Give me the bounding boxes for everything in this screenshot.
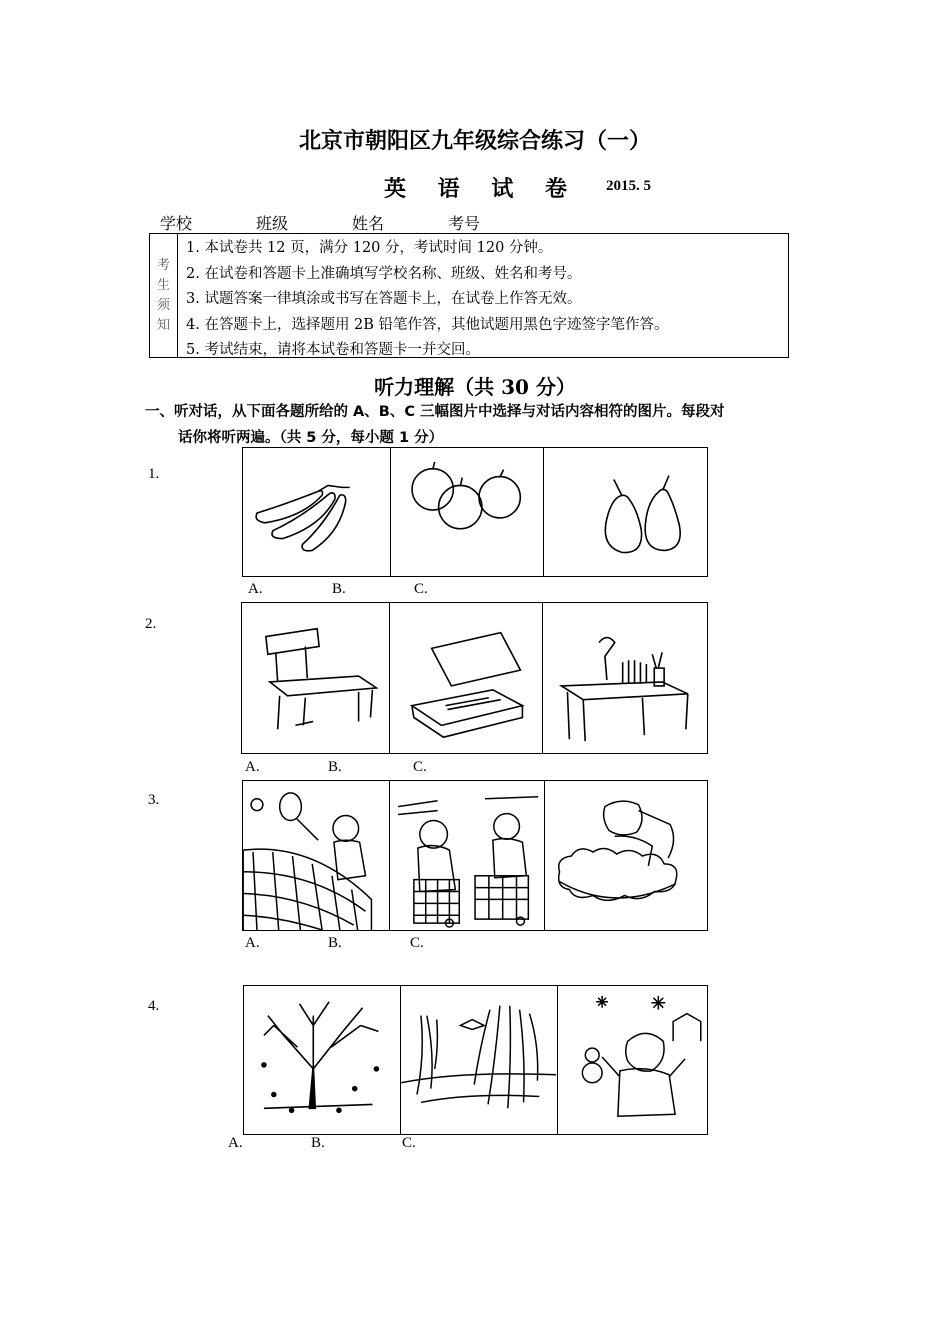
option-a[interactable]: A. [245, 759, 260, 775]
question-1-options [248, 581, 548, 601]
option-a[interactable]: A. [248, 581, 263, 597]
option-a[interactable]: A. [228, 1135, 243, 1151]
option-c[interactable]: C. [410, 935, 424, 951]
field-id: 考号 [448, 214, 481, 233]
autumn-tree-picture[interactable] [244, 986, 401, 1134]
student-info-fields [160, 211, 544, 234]
section-title: 听力理解（共 30 分） [374, 375, 576, 399]
pencil-box-picture[interactable] [390, 603, 542, 753]
page-title: 北京市朝阳区九年级综合练习（一） [298, 128, 651, 154]
question-3-images [242, 780, 708, 931]
bananas-picture[interactable] [243, 448, 391, 576]
field-name: 姓名 [352, 214, 385, 233]
winter-snow-picture[interactable] [558, 986, 707, 1134]
option-b[interactable]: B. [328, 759, 342, 775]
pears-picture[interactable] [544, 448, 707, 576]
exam-date: 2015. 5 [606, 178, 651, 194]
question-1-images [242, 447, 708, 577]
question-3-options [245, 935, 545, 955]
notice-items [186, 236, 669, 364]
field-class: 班级 [256, 214, 289, 233]
option-b[interactable]: B. [332, 581, 346, 597]
option-b[interactable]: B. [328, 935, 342, 951]
question-2-images [241, 602, 708, 754]
notice-item: 1. 本试卷共 12 页，满分 120 分，考试时间 120 分钟。 [186, 240, 553, 256]
desk-picture[interactable] [543, 603, 707, 753]
apples-picture[interactable] [391, 448, 543, 576]
exam-subtitle: 英 语 试 卷 [384, 176, 579, 202]
notice-item: 2. 在试卷和答题卡上准确填写学校名称、班级、姓名和考号。 [186, 265, 582, 282]
question-number: 4. [148, 998, 160, 1014]
question-4-images [243, 985, 708, 1135]
option-c[interactable]: C. [413, 759, 427, 775]
chair-picture[interactable] [242, 603, 390, 753]
option-b[interactable]: B. [311, 1135, 325, 1151]
option-c[interactable]: C. [414, 581, 428, 597]
question-number: 1. [148, 466, 160, 482]
question-number: 3. [148, 792, 160, 808]
washing-clothes-picture[interactable] [545, 781, 707, 930]
notice-item: 3. 试题答案一律填涂或书写在答题卡上，在试卷上作答无效。 [186, 291, 582, 307]
spring-willows-picture[interactable] [401, 986, 557, 1134]
question-number: 2. [145, 616, 157, 632]
question-4-options [228, 1135, 528, 1155]
notice-item: 4. 在答题卡上，选择题用 2B 铅笔作答，其他试题用黑色字迹签字笔作答。 [186, 316, 669, 333]
playing-tennis-picture[interactable] [243, 781, 390, 930]
question-2-options [245, 759, 545, 779]
option-c[interactable]: C. [402, 1135, 416, 1151]
exam-notice-box [149, 233, 789, 358]
section-instruction: 一、听对话，从下面各题所给的 A、B、C 三幅图片中选择与对话内容相符的图片。每段对 话你将听两遍。（共 5 分，每小题 1 分） [145, 404, 725, 446]
notice-item: 5. 考试结束，请将本试卷和答题卡一并交回。 [186, 342, 480, 358]
option-a[interactable]: A. [245, 935, 260, 951]
field-school: 学校 [160, 214, 193, 233]
notice-side-label: 考 生 须 知 [150, 234, 178, 357]
shopping-picture[interactable] [390, 781, 544, 930]
